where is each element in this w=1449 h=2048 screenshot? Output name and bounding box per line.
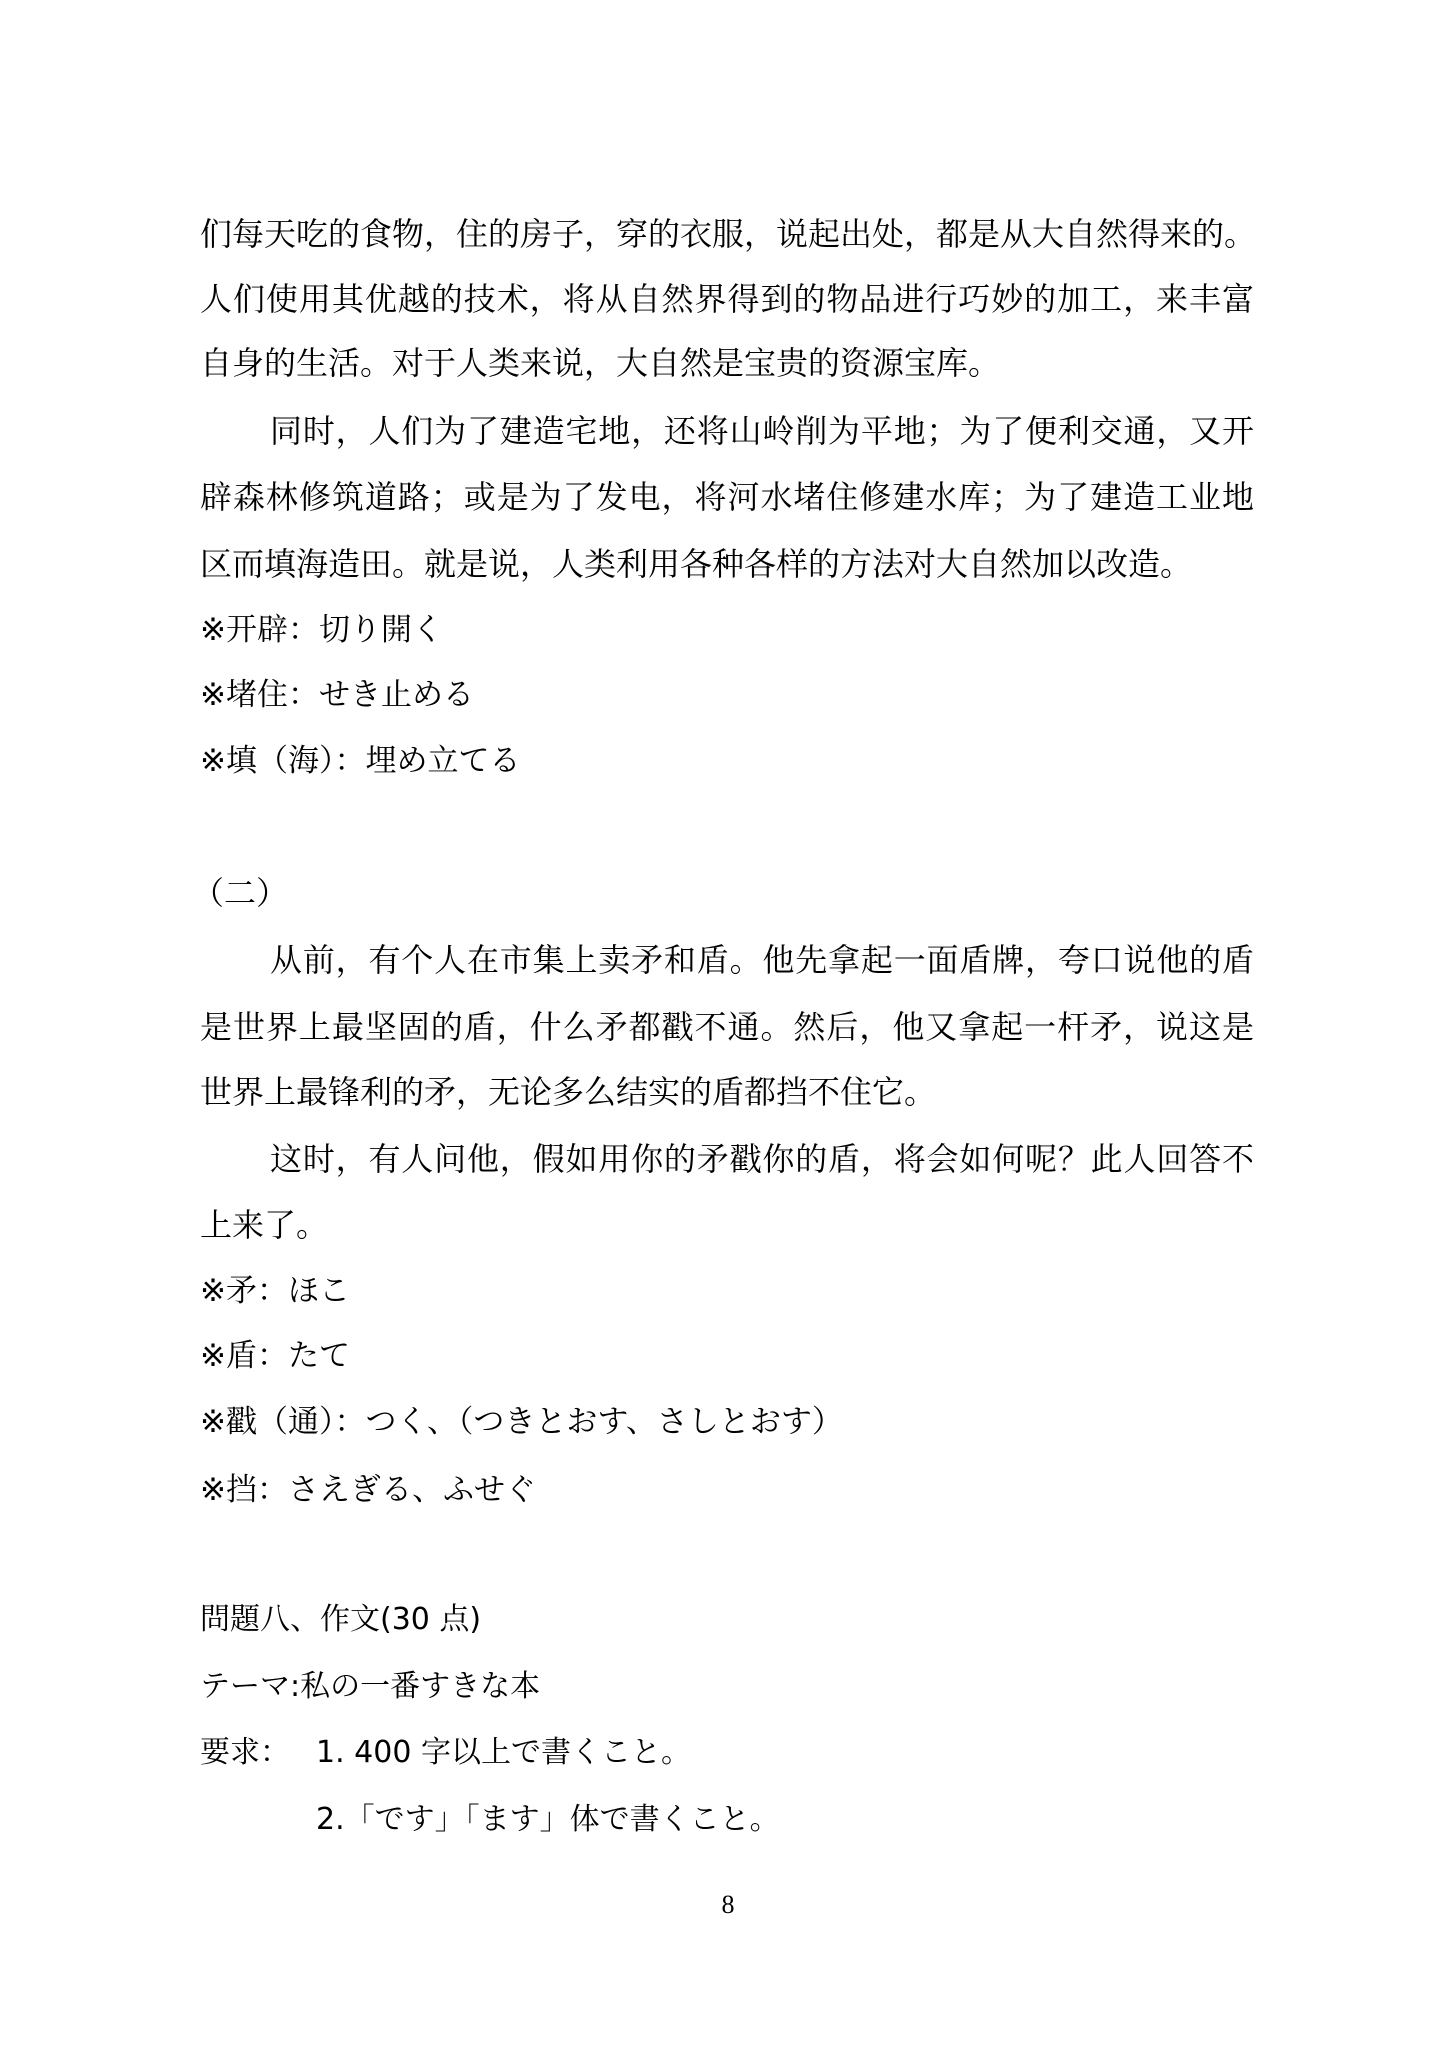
essay-theme: テーマ:私の一番すきな本 [200,1669,541,1704]
body-text-line: 区而填海造田。就是说，人类利用各种各样的方法对大自然加以改造。 [200,545,1193,583]
body-text-line: 人们使用其优越的技术，将从自然界得到的物品进行巧妙的加工，来丰富 [200,280,1254,318]
vocabulary-gloss: ※盾：たて [200,1338,350,1374]
body-text-line: 这时，有人问他，假如用你的矛戳你的盾，将会如何呢？此人回答不 [270,1140,1254,1178]
requirements-label: 要求： [200,1735,290,1770]
page-number: 8 [721,1890,735,1919]
question-title: 問題八、作文(30 点) [200,1602,482,1637]
body-text-line: 上来了。 [200,1206,329,1244]
vocabulary-gloss: ※开辟：切り開く [200,612,443,648]
vocabulary-gloss: ※戳（通）：つく、（つきとおす、さしとおす） [200,1404,843,1440]
body-text-line: 辟森林修筑道路；或是为了发电，将河水堵住修建水库；为了建造工业地 [200,478,1254,516]
section-heading: （二） [192,874,289,912]
body-text-line: 同时，人们为了建造宅地，还将山岭削为平地；为了便利交通，又开 [270,412,1254,450]
vocabulary-gloss: ※填（海）：埋め立てる [200,743,521,779]
vocabulary-gloss: ※堵住：せき止める [200,677,474,713]
vocabulary-gloss: ※挡：さえぎる、ふせぐ [200,1472,536,1508]
requirement-item: 2.「です」「ます」体で書くこと。 [316,1802,780,1837]
body-text-line: 从前，有个人在市集上卖矛和盾。他先拿起一面盾牌，夸口说他的盾 [270,941,1254,979]
body-text-line: 世界上最锋利的矛，无论多么结实的盾都挡不住它。 [200,1073,937,1111]
body-text-line: 是世界上最坚固的盾，什么矛都戳不通。然后，他又拿起一杆矛，说这是 [200,1008,1254,1046]
body-text-line: 们每天吃的食物，住的房子，穿的衣服，说起出处，都是从大自然得来的。 [200,215,1257,253]
requirement-item: 1. 400 字以上で書くこと。 [316,1735,691,1770]
vocabulary-gloss: ※矛：ほこ [200,1273,350,1309]
body-text-line: 自身的生活。对于人类来说，大自然是宝贵的资源宝库。 [200,344,1001,382]
